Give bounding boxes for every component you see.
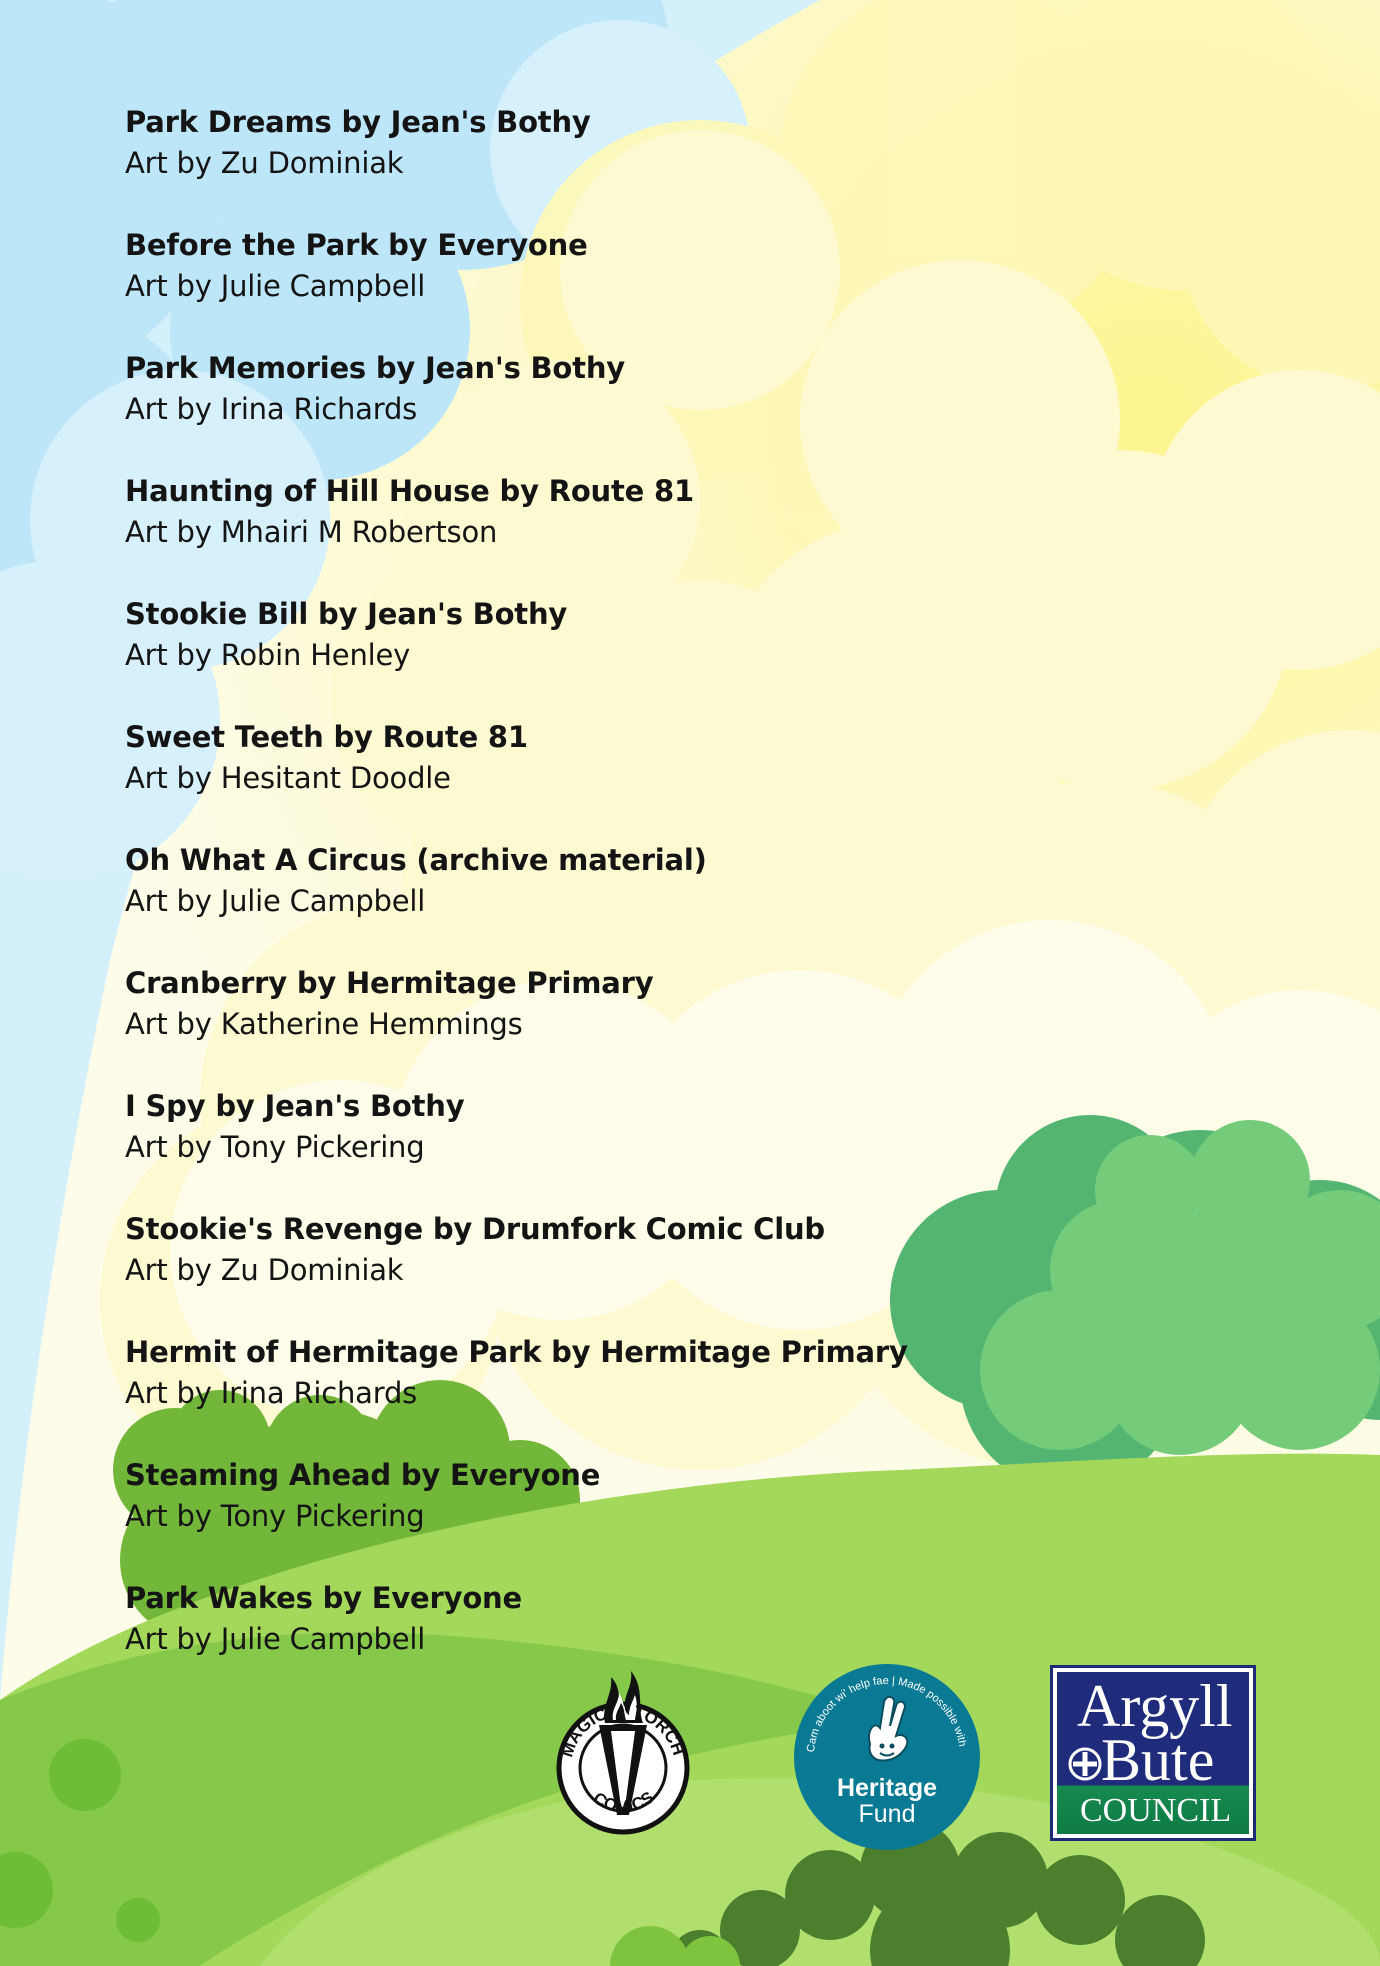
credit-entry <box>125 717 1025 840</box>
story-artist: Art by Katherine Hemmings <box>125 1007 523 1041</box>
svg-text:TORCH <box>632 1702 689 1757</box>
svg-text:MAGIC <box>557 1704 609 1759</box>
story-title: Stookie's Revenge by Drumfork Comic Club <box>125 1212 825 1246</box>
heritage-fund-logo <box>792 1662 982 1852</box>
story-title: Hermit of Hermitage Park by Hermitage Primary <box>125 1335 908 1369</box>
heritage-fund-line2: Fund <box>858 1800 916 1828</box>
story-artist: Art by Zu Dominiak <box>125 1253 404 1287</box>
story-artist: Art by Julie Campbell <box>125 1622 426 1656</box>
story-artist: Art by Mhairi M Robertson <box>125 515 498 549</box>
story-title: Steaming Ahead by Everyone <box>125 1458 601 1492</box>
council-word: COUNCIL <box>1080 1792 1232 1829</box>
credit-entry <box>125 1086 1025 1209</box>
heritage-fund-line1: Heritage <box>836 1774 938 1802</box>
magic-torch-top-text: MAGIC <box>557 1704 610 1760</box>
credits-list <box>125 102 1025 1701</box>
credit-entry <box>125 594 1025 717</box>
argyll-bute-frame <box>1050 1665 1256 1841</box>
story-title: Park Dreams by Jean's Bothy <box>125 105 591 139</box>
story-title: Stookie Bill by Jean's Bothy <box>125 597 568 631</box>
story-artist: Art by Robin Henley <box>125 638 411 672</box>
story-artist: Art by Hesitant Doodle <box>125 761 451 795</box>
magic-torch-comics-logo <box>553 1665 693 1835</box>
crest-icon <box>1067 1746 1103 1782</box>
story-artist: Art by Tony Pickering <box>125 1130 425 1164</box>
story-artist: Art by Julie Campbell <box>125 269 426 303</box>
story-title: Haunting of Hill House by Route 81 <box>125 474 694 508</box>
credit-entry <box>125 1209 1025 1332</box>
story-title: Park Memories by Jean's Bothy <box>125 351 625 385</box>
credit-entry <box>125 348 1025 471</box>
credit-entry <box>125 102 1025 225</box>
story-artist: Art by Tony Pickering <box>125 1499 425 1533</box>
story-artist: Art by Irina Richards <box>125 392 418 426</box>
story-artist: Art by Zu Dominiak <box>125 146 404 180</box>
story-title: Before the Park by Everyone <box>125 228 588 262</box>
argyll-word: Argyll <box>1077 1673 1233 1739</box>
story-artist: Art by Irina Richards <box>125 1376 418 1410</box>
magic-torch-bottom-text: COMICS <box>589 1787 658 1816</box>
argyll-bute-panel <box>1057 1672 1249 1834</box>
credit-entry <box>125 225 1025 348</box>
heritage-fund-ring-text: Cam aboot wi' help fae | Made possible with <box>805 1674 969 1753</box>
argyll-bute-council-logo <box>1050 1665 1256 1841</box>
credit-entry <box>125 1455 1025 1578</box>
bute-word: Bute <box>1101 1727 1215 1793</box>
story-title: Park Wakes by Everyone <box>125 1581 522 1615</box>
magic-torch-right-text: TORCH <box>631 1702 689 1758</box>
svg-text:COMICS <box>590 1788 657 1816</box>
credit-entry <box>125 840 1025 963</box>
credit-entry <box>125 963 1025 1086</box>
credit-entry <box>125 1332 1025 1455</box>
story-artist: Art by Julie Campbell <box>125 884 426 918</box>
story-title: Cranberry by Hermitage Primary <box>125 966 654 1000</box>
credit-entry <box>125 471 1025 594</box>
story-title: Sweet Teeth by Route 81 <box>125 720 528 754</box>
story-title: Oh What A Circus (archive material) <box>125 843 707 877</box>
story-title: I Spy by Jean's Bothy <box>125 1089 465 1123</box>
